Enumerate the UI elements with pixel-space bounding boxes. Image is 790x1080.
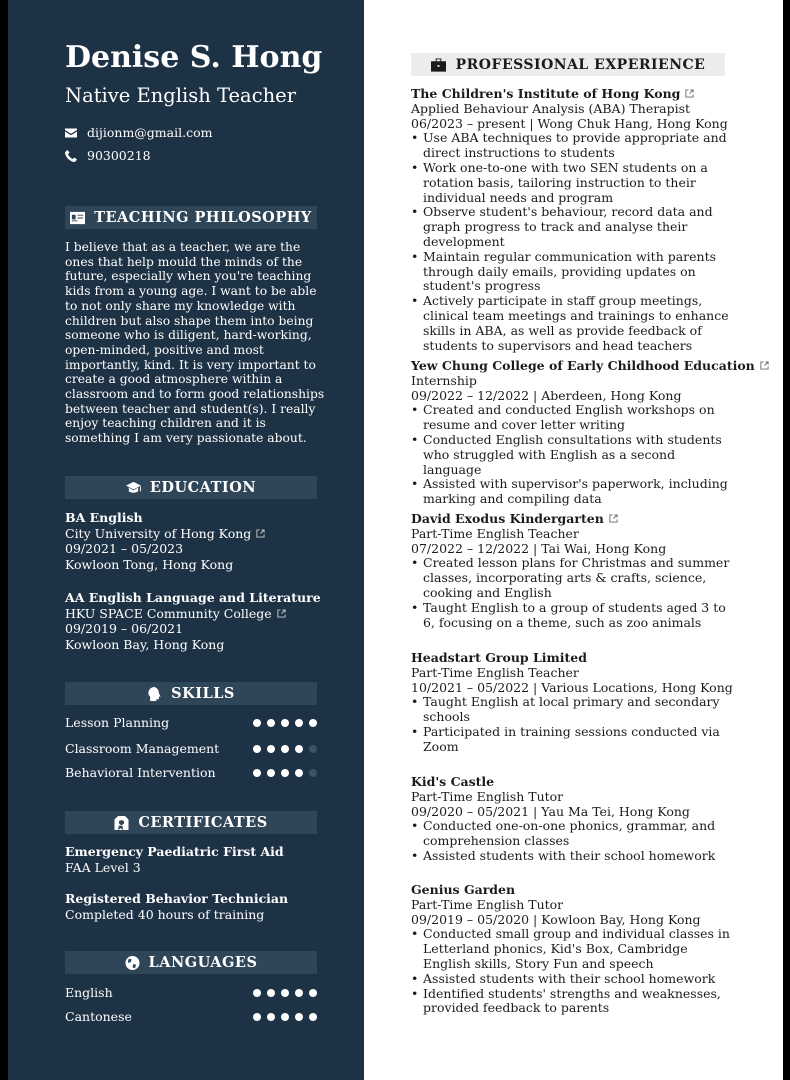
job-organization: Genius Garden <box>411 882 516 897</box>
job-bullet: • Taught English at local primary and secondary schools <box>411 695 736 725</box>
job-organization[interactable]: Yew Chung College of Early Childhood Education <box>411 359 736 374</box>
rating-dot-filled <box>309 1013 317 1021</box>
job-meta: 09/2020 – 05/2021 | Yau Ma Tei, Hong Kong <box>411 803 690 819</box>
job-bullet: • Work one-to-one with two SEN students on a rotation basis, tailoring instruction to their individual needs and program <box>411 161 736 205</box>
job-bullet: • Maintain regular communication with parents through daily emails, providing updates on student's progress <box>411 250 736 294</box>
job-meta: 10/2021 – 05/2022 | Various Locations, Hong Kong <box>411 679 733 695</box>
job-bullet: • Use ABA techniques to provide appropriate and direct instructions to students <box>411 131 736 161</box>
external-link-icon[interactable] <box>609 512 618 521</box>
graduation-cap-icon <box>126 481 141 495</box>
job-organization[interactable]: David Exodus Kindergarten <box>411 512 736 527</box>
job-organization[interactable]: The Children's Institute of Hong Kong <box>411 87 736 102</box>
language-rating <box>253 989 317 997</box>
job-position: Part-Time English Teacher <box>411 525 579 541</box>
skills-title: SKILLS <box>171 685 235 702</box>
skill-rating <box>253 769 317 777</box>
job-bullet: • Taught English to a group of students aged 3 to 6, focusing on a theme, such as zoo animals <box>411 601 736 631</box>
experience-title: PROFESSIONAL EXPERIENCE <box>455 56 706 73</box>
external-link-icon[interactable] <box>760 359 769 368</box>
briefcase-icon <box>431 58 446 72</box>
rating-dot-filled <box>295 1013 303 1021</box>
education-item <box>65 510 265 572</box>
degree-name: AA English Language and Literature <box>65 590 321 605</box>
rating-dot-filled <box>295 719 303 727</box>
rating-dot-filled <box>253 745 261 753</box>
envelope-icon <box>65 127 77 139</box>
skill-name: Behavioral Intervention <box>65 765 216 780</box>
skill-row <box>65 715 317 731</box>
language-name: Cantonese <box>65 1009 132 1024</box>
job-bullet: • Conducted one-on-one phonics, grammar, and comprehension classes <box>411 819 736 849</box>
job-meta: 09/2022 – 12/2022 | Aberdeen, Hong Kong <box>411 387 682 403</box>
rating-dot-filled <box>267 1013 275 1021</box>
job-entry <box>411 775 736 864</box>
job-entry <box>411 358 755 507</box>
job-organization: Headstart Group Limited <box>411 650 587 665</box>
job-meta: 06/2023 – present | Wong Chuk Hang, Hong Kong <box>411 115 728 131</box>
sidebar <box>8 0 364 1080</box>
school-name[interactable]: HKU SPACE Community College <box>65 606 321 622</box>
rating-dot-filled <box>281 989 289 997</box>
rating-dot-filled <box>295 745 303 753</box>
job-position: Part-Time English Tutor <box>411 788 564 804</box>
job-bullet: • Participated in training sessions conducted via Zoom <box>411 725 736 755</box>
job-bullet: • Conducted small group and individual classes in Letterland phonics, Kid's Box, Cambridge English skills, Story Fun and speech <box>411 927 736 971</box>
certificates-heading <box>65 811 317 834</box>
job-entry <box>411 883 736 1016</box>
rating-dot-filled <box>267 989 275 997</box>
language-row <box>65 985 317 1001</box>
job-bullet: • Created lesson plans for Christmas and summer classes, incorporating arts & crafts, science, cooking and English <box>411 556 736 600</box>
rating-dot-filled <box>295 769 303 777</box>
education-title: EDUCATION <box>149 479 257 496</box>
skill-row <box>65 765 317 781</box>
rating-dot-filled <box>253 1013 261 1021</box>
rating-dot-filled <box>281 1013 289 1021</box>
certificate-title: Emergency Paediatric First Aid <box>65 844 284 859</box>
job-bullet: • Assisted students with their school homework <box>411 972 736 987</box>
job-bullet: • Actively participate in staff group meetings, clinical team meetings and trainings to enhance skills in ABA, as well as provide feedback of students to supervisors and head teachers <box>411 294 736 353</box>
job-position: Applied Behaviour Analysis (ABA) Therapist <box>411 100 691 116</box>
email-text[interactable]: dijionm@gmail.com <box>87 125 213 140</box>
rating-dot-empty <box>309 769 317 777</box>
rating-dot-filled <box>267 769 275 777</box>
job-bullet: • Conducted English consultations with students who struggled with English as a second language <box>411 433 736 477</box>
skill-rating <box>253 745 317 753</box>
education-location: Kowloon Tong, Hong Kong <box>65 556 234 572</box>
job-entry <box>411 512 736 630</box>
phone-text[interactable]: 90300218 <box>87 148 151 163</box>
rating-dot-filled <box>295 989 303 997</box>
rating-dot-filled <box>281 769 289 777</box>
school-name[interactable]: City University of Hong Kong <box>65 526 265 542</box>
rating-dot-filled <box>267 719 275 727</box>
education-heading <box>65 476 317 499</box>
degree-name: BA English <box>65 510 143 525</box>
job-bullets <box>411 403 736 507</box>
candidate-name: Denise S. Hong <box>65 40 323 75</box>
main-column <box>364 0 783 1080</box>
philosophy-text: I believe that as a teacher, we are the ones that help mould the minds of the future, especially when you're teaching kids from a young age. I want to be able to not only share my knowledge with children but also shape them into being someone who is diligent, hard-working, open-minded, positive and most importantly, kind. It is very important to create a good atmosphere within a classroom and to form good relationships between teacher and student(s). I really enjoy teaching children and it is something I am very passionate about. <box>65 240 325 446</box>
certificate-detail: FAA Level 3 <box>65 859 141 875</box>
external-link-icon[interactable] <box>685 87 694 96</box>
job-bullets <box>411 927 736 1016</box>
id-card-icon <box>70 211 85 225</box>
languages-heading <box>65 951 317 974</box>
rating-dot-filled <box>309 989 317 997</box>
philosophy-heading <box>65 206 317 229</box>
rating-dot-filled <box>253 989 261 997</box>
job-entry <box>411 87 736 353</box>
rating-dot-filled <box>281 745 289 753</box>
certificate-detail: Completed 40 hours of training <box>65 906 265 922</box>
phone-icon <box>65 150 77 162</box>
language-name: English <box>65 985 113 1000</box>
job-bullet: • Created and conducted English workshops on resume and cover letter writing <box>411 403 736 433</box>
job-organization: Kid's Castle <box>411 774 495 789</box>
job-bullet: • Assisted with supervisor's paperwork, including marking and compiling data <box>411 477 736 507</box>
job-bullet: • Observe student's behaviour, record data and graph progress to track and analyse their development <box>411 205 736 249</box>
job-position: Part-Time English Tutor <box>411 896 564 912</box>
certificate-icon <box>114 816 129 830</box>
rating-dot-filled <box>309 719 317 727</box>
external-link-icon[interactable] <box>277 606 286 615</box>
language-row <box>65 1009 317 1025</box>
job-meta: 09/2019 – 05/2020 | Kowloon Bay, Hong Kong <box>411 911 701 927</box>
rating-dot-filled <box>253 769 261 777</box>
job-bullets <box>411 819 736 863</box>
job-position: Part-Time English Teacher <box>411 664 579 680</box>
certificates-title: CERTIFICATES <box>138 814 268 831</box>
skill-name: Lesson Planning <box>65 715 170 730</box>
head-brain-icon <box>147 687 162 701</box>
experience-heading <box>411 53 725 76</box>
phone-contact[interactable] <box>65 148 151 163</box>
candidate-role: Native English Teacher <box>65 84 297 107</box>
job-entry <box>411 651 736 755</box>
languages-title: LANGUAGES <box>148 954 258 971</box>
education-location: Kowloon Bay, Hong Kong <box>65 636 225 652</box>
skill-rating <box>253 719 317 727</box>
resume-page <box>8 0 783 1080</box>
education-item <box>65 590 321 652</box>
rating-dot-filled <box>281 719 289 727</box>
skill-name: Classroom Management <box>65 741 220 756</box>
external-link-icon[interactable] <box>256 526 265 535</box>
rating-dot-filled <box>267 745 275 753</box>
certificate-item <box>65 844 284 875</box>
job-bullets <box>411 556 736 630</box>
certificate-title: Registered Behavior Technician <box>65 891 289 906</box>
job-bullets <box>411 695 736 754</box>
email-contact[interactable] <box>65 125 212 140</box>
rating-dot-filled <box>253 719 261 727</box>
job-position: Internship <box>411 372 477 388</box>
job-bullet: • Assisted students with their school homework <box>411 849 736 864</box>
education-dates: 09/2019 – 06/2021 <box>65 621 184 636</box>
globe-icon <box>125 956 140 970</box>
job-meta: 07/2022 – 12/2022 | Tai Wai, Hong Kong <box>411 540 667 556</box>
job-bullets <box>411 131 736 353</box>
education-dates: 09/2021 – 05/2023 <box>65 541 184 556</box>
rating-dot-empty <box>309 745 317 753</box>
job-bullet: • Identified students' strengths and weaknesses, provided feedback to parents <box>411 987 736 1017</box>
certificate-item <box>65 891 288 922</box>
skill-row <box>65 741 317 757</box>
philosophy-title: TEACHING PHILOSOPHY <box>94 209 312 226</box>
skills-heading <box>65 682 317 705</box>
language-rating <box>253 1013 317 1021</box>
